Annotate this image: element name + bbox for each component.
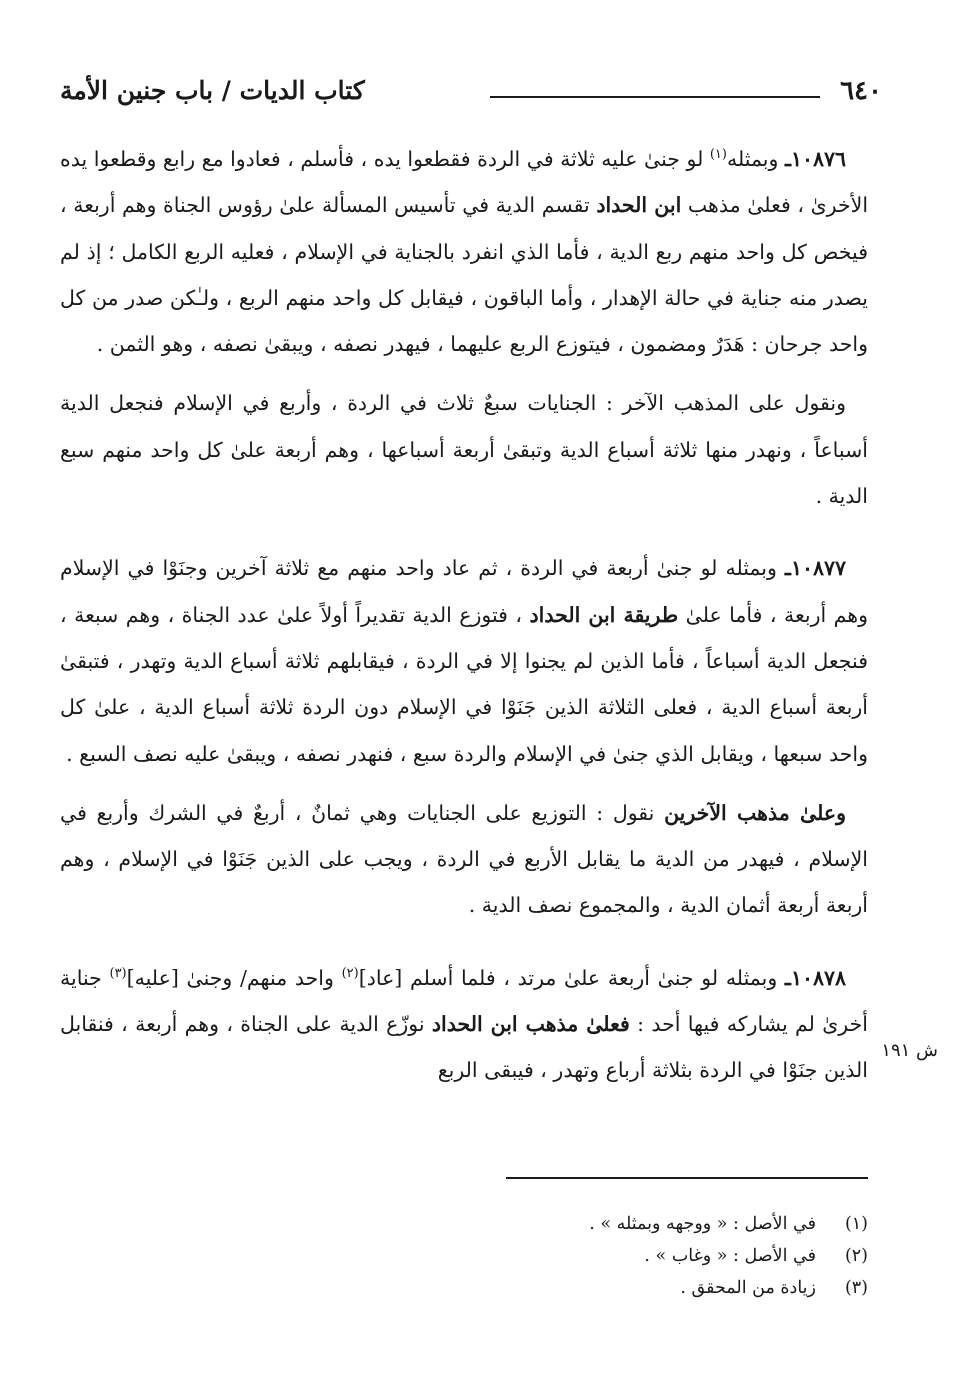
footnote-item [268,1272,868,1304]
scholar-name: فعلىٰ مذهب ابن الحداد [431,1012,630,1037]
text-run: تقسم الدية في تأسيس المسألة علىٰ رؤوس الجناة وهم أربعة ، فيخص كل واحد منهم ربع الدية ، فأما الذي انفرد بالجناية في الإسلام ، فعليه الربع الكامل ؛ إذ لم يصدر منه جناية في حالة الإهدار ، وأما الباقون ، فيقابل كل واحد منهم الربع ، ولـٰكن صدر من كل واحد جرحان : هَدَرٌ ومضمون ، فيتوزع الربع عليهما ، فيهدر نصفه ، ويبقىٰ نصفه ، وهو الثمن . [60,193,868,357]
footnote-ref[interactable]: (١) [709,147,727,163]
footnote-text: في الأصل : « وغاب » . [644,1246,816,1266]
paragraph-other-school [60,380,868,519]
manuscript-folio-note: ش ١٩١ [881,1040,938,1061]
footnote-number: (٣) [844,1278,868,1298]
text-run: وبمثله لو جنىٰ أربعة علىٰ مرتد ، فلما أسلم [عاد] [358,965,785,990]
text-run: وبمثله لو جنىٰ أربعة في الردة ، ثم عاد واحد منهم مع ثلاثة آخرين وجنَوْا في الإسلام وهم أربعة ، فأما علىٰ [60,556,868,627]
running-title: كتاب الديات / باب جنين الأمة [60,76,365,105]
issue-number: ١٠٨٧٨ـ [784,965,846,990]
text-run: ونقول على المذهب الآخر : الجنايات سبعٌ ثلاث في الردة ، وأربع في الإسلام فنجعل الدية أسباعاً ، ونهدر منها ثلاثة أسباع الدية وتبقىٰ أربعة أسباعها ، وهم أربعة علىٰ كل واحد منهم سبع الدية . [60,391,868,509]
page-number: ٦٤٠ [840,76,882,106]
paragraph-10878 [60,955,868,1094]
footnote-item [268,1240,868,1272]
issue-number: ١٠٨٧٦ـ [784,147,847,171]
scholar-method: طريقة ابن الحداد [529,602,679,627]
footnote-number: (١) [844,1214,868,1234]
footnotes [268,1208,868,1304]
paragraph-10876 [60,136,868,367]
text-run: ، فتوزع الدية تقديراً أولاً علىٰ عدد الجناة ، وهم سبعة ، فنجعل الدية أسباعاً ، فأما الذين لم يجنوا إلا في الردة ، فيقابلهم ثلاثة أسباع الدية وتهدر ، فتبقىٰ أربعة أسباع الدية ، فعلى الثلاثة الذين جَنَوْا في الإسلام دون الردة ثلاثة أسباع الدية ، علىٰ كل واحد سبعها ، ويقابل الذي جنىٰ في الإسلام والردة سبع ، فنهدر نصفه ، ويبقىٰ عليه نصف السبع . [60,602,868,766]
text-run: لو جنىٰ عليه ثلاثة في الردة فقطعوا يده ، فأسلم ، فعادوا مع رابع وقطعوا يده الأخرىٰ ، فعلىٰ مذهب [60,147,869,218]
text-run: واحد منهم/ وجنىٰ [عليه] [126,965,342,990]
footnote-number: (٢) [844,1246,868,1266]
footnote-text: زيادة من المحقق . [680,1278,816,1298]
school-heading: وعلىٰ مذهب الآخرين [664,800,846,825]
text-run: نوزّع الدية على الجناة ، وهم أربعة ، فنقابل الذين جنَوْا في الردة بثلاثة أرباع وتهدر ، فيبقى الربع [60,1012,868,1083]
scholar-name: ابن الحداد [596,193,682,218]
footnote-separator [506,1177,868,1179]
text-run: نقول : التوزيع على الجنايات وهي ثمانٌ ، أربعٌ في الشرك وأربع في الإسلام ، فيهدر من الدية ما يقابل الأربع في الردة ، ويجب على الذين جَنَوْا في الإسلام ، وهم أربعة أربعة أثمان الدية ، والمجموع نصف الدية . [60,800,868,918]
paragraph-others-school [60,790,868,929]
paragraph-10877 [60,545,868,776]
main-text [60,136,868,1094]
text-run: جناية أخرىٰ لم يشاركه فيها أحد : [60,965,868,1037]
page-header [60,74,882,114]
issue-number: ١٠٨٧٧ـ [784,556,846,581]
text-run: وبمثله [726,147,785,171]
header-rule [490,96,820,98]
footnote-text: في الأصل : « ووجهه وبمثله » . [589,1214,816,1234]
footnote-ref[interactable]: (٢) [341,965,359,981]
footnote-item [268,1208,868,1240]
footnote-ref[interactable]: (٣) [109,965,127,981]
